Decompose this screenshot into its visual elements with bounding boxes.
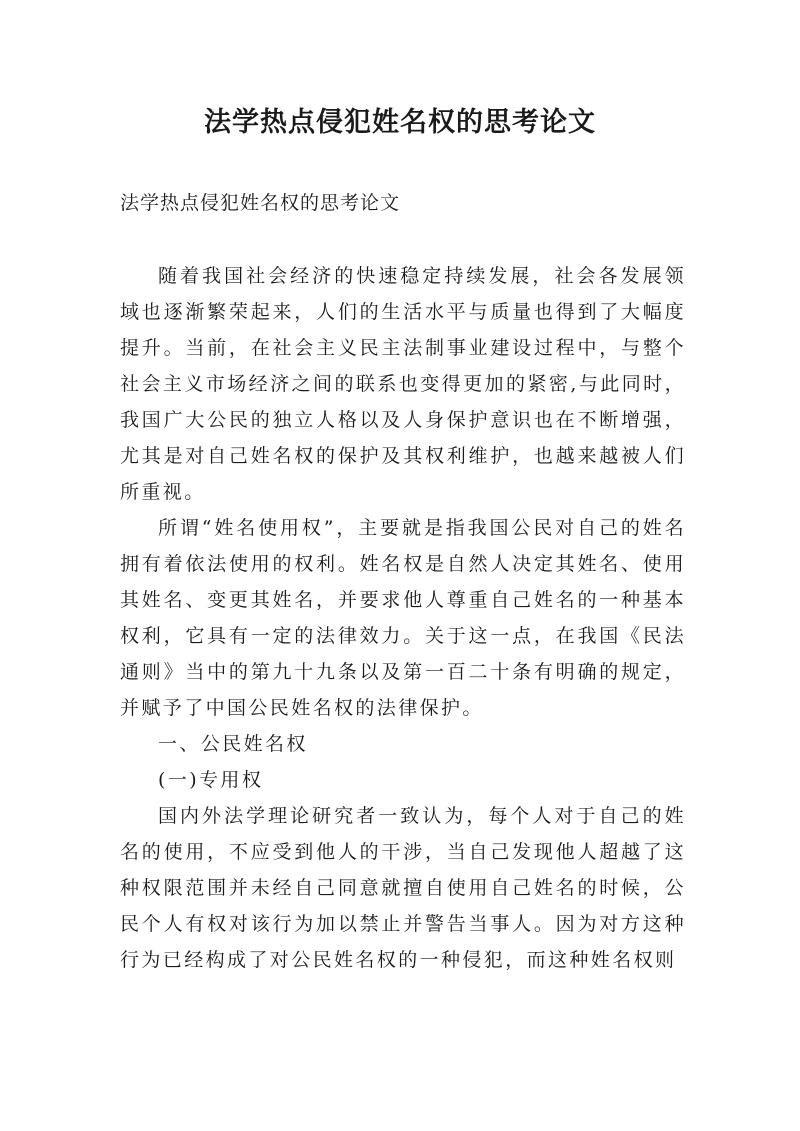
section-heading: 一、公民姓名权	[158, 733, 308, 755]
paragraph-exclusive-right: 国内外法学理论研究者一致认为，每个人对于自己的姓名的使用，不应受到他人的干涉，当自己发现他人超越了这种权限范围并未经自己同意就擅自使用自己姓名的时候，公民个人有权对该行为加以禁止并警告当事人。因为对方这种行为已经构成了对公民姓名权的一种侵犯，而这种姓名权则	[120, 805, 686, 971]
paragraph-intro: 随着我国社会经济的快速稳定持续发展，社会各发展领域也逐渐繁荣起来，人们的生活水平与质量也得到了大幅度提升。当前，在社会主义民主法制事业建设过程中，与整个社会主义市场经济之间的联系也变得更加的紧密,与此同时，我国广大公民的独立人格以及人身保护意识也在不断增强，尤其是对自己姓名权的保护及其权利维护，也越来越被人们所重视。	[120, 265, 686, 503]
document-subtitle: 法学热点侵犯姓名权的思考论文	[120, 192, 401, 214]
paragraph-definition: 所谓“姓名使用权”，主要就是指我国公民对自己的姓名拥有着依法使用的权利。姓名权是自然人决定其姓名、使用其姓名、变更其姓名，并要求他人尊重自己姓名的一种基本权利，它具有一定的法律效力。关于这一点，在我国《民法通则》当中的第九十九条以及第一百二十条有明确的规定，并赋予了中国公民姓名权的法律保护。	[120, 517, 686, 719]
document-body	[120, 258, 686, 978]
document-title: 法学热点侵犯姓名权的思考论文	[204, 107, 596, 138]
subsection-heading: (一)专用权	[158, 769, 264, 791]
